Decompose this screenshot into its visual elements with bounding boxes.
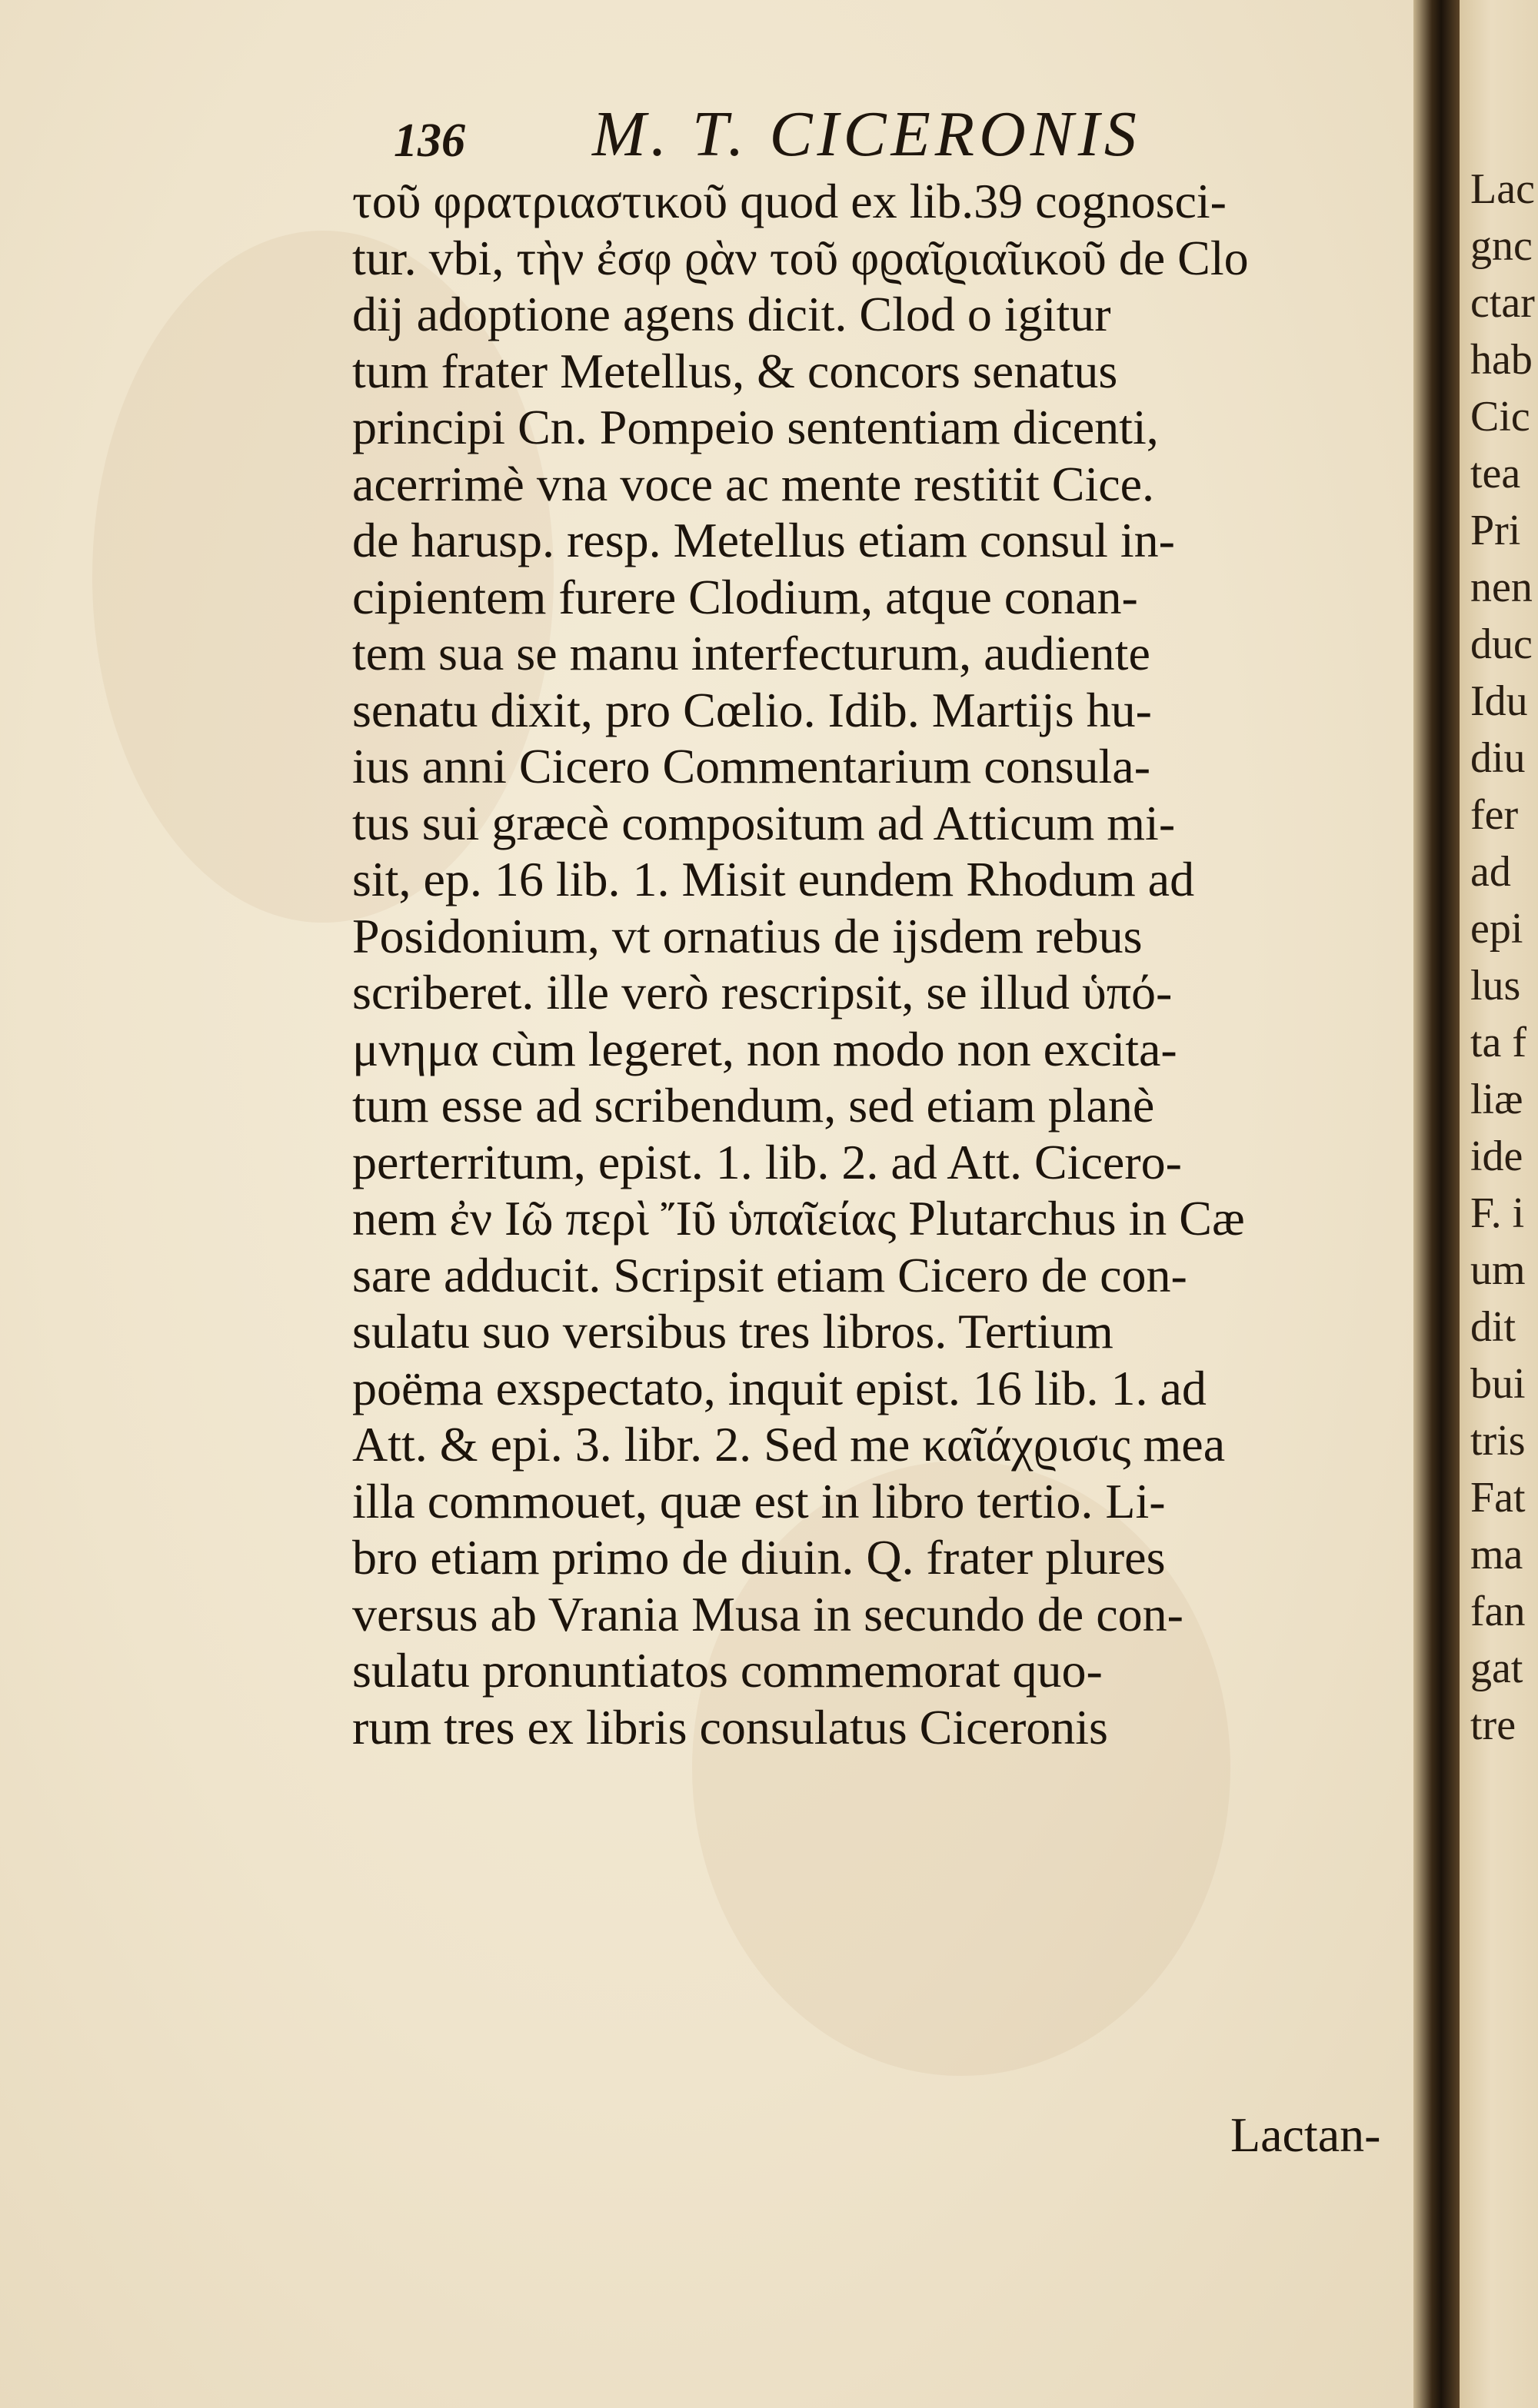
- text-line: Att. & epi. 3. libr. 2. Sed me καῖάχϱισις mea: [352, 1417, 1226, 1472]
- text-line: de harusp. resp. Metellus etiam consul in-: [352, 513, 1175, 567]
- text-line: cipientem furere Clodium, atque conan-: [352, 569, 1138, 624]
- text-line: bro etiam primo de diuin. Q. frater plures: [352, 1530, 1166, 1585]
- text-line: tum esse ad scribendum, sed etiam planè: [352, 1078, 1155, 1132]
- text-line: Posidonium, vt ornatius de ijsdem rebus: [352, 908, 1143, 963]
- facing-page-fragment: ctar: [1470, 279, 1535, 327]
- text-line: illa commouet, quæ est in libro tertio. Li-: [352, 1473, 1166, 1528]
- facing-page-fragment: diu: [1470, 734, 1526, 782]
- facing-page-fragment: gat: [1470, 1645, 1523, 1692]
- running-head: M. T. CICERONIS: [592, 98, 1141, 170]
- facing-page-fragment: hab: [1470, 336, 1533, 384]
- facing-page: [1460, 0, 1538, 2408]
- text-line: acerrimè vna voce ac mente restitit Cice.: [352, 456, 1155, 511]
- facing-page-fragment: F. i: [1470, 1189, 1525, 1237]
- facing-page-fragment: ma: [1470, 1531, 1523, 1578]
- facing-page-fragment: Idu: [1470, 677, 1528, 725]
- facing-page-fragment: Fat: [1470, 1474, 1526, 1522]
- catchword: Lactan-: [1230, 2107, 1381, 2162]
- text-line: sulatu suo versibus tres libros. Tertium: [352, 1304, 1114, 1359]
- text-line: tem sua se manu interfecturum, audiente: [352, 626, 1150, 680]
- text-line: dij adoptione agens dicit. Clod o igitur: [352, 287, 1111, 341]
- text-line: tur. vbi, τὴν ἐσφ ϱὰν τοῦ φϱαῖϱιαῖικοῦ de Clo: [352, 230, 1249, 285]
- facing-page-fragment: ide: [1470, 1132, 1523, 1180]
- facing-page-fragment: ta f: [1470, 1019, 1527, 1066]
- facing-page-fragment: Cic: [1470, 393, 1530, 441]
- facing-page-fragment: Pri: [1470, 507, 1521, 554]
- facing-page-fragment: lus: [1470, 962, 1521, 1009]
- page-number: 136: [394, 115, 465, 167]
- text-line: principi Cn. Pompeio sententiam dicenti,: [352, 400, 1159, 454]
- text-line: scriberet. ille verò rescripsit, se illud ὑπό-: [352, 965, 1173, 1019]
- facing-page-fragment: gnc: [1470, 222, 1533, 270]
- facing-page-fragment: dit: [1470, 1303, 1516, 1351]
- text-line: poëma exspectato, inquit epist. 16 lib. 1. ad: [352, 1360, 1207, 1415]
- facing-page-fragment: tris: [1470, 1417, 1526, 1465]
- text-line: nem ἐν Ιῶ περὶ Ἴῦ ὑπαῖείας Plutarchus in Cæ: [352, 1191, 1245, 1246]
- facing-page-fragment: um: [1470, 1246, 1526, 1294]
- facing-page-fragment: ad: [1470, 848, 1511, 896]
- facing-page-fragment: nen: [1470, 564, 1533, 611]
- facing-page-fragment: Lac: [1470, 165, 1535, 213]
- text-line: perterritum, epist. 1. lib. 2. ad Att. Cicero-: [352, 1134, 1182, 1189]
- text-line: versus ab Vrania Musa in secundo de con-: [352, 1586, 1183, 1641]
- text-line: senatu dixit, pro Cœlio. Idib. Martijs hu-: [352, 682, 1152, 737]
- facing-page-fragment: bui: [1470, 1360, 1526, 1408]
- body-text: [352, 173, 1413, 1755]
- facing-page-fragment: liæ: [1470, 1076, 1523, 1123]
- text-line: rum tres ex libris consulatus Ciceronis: [352, 1699, 1108, 1754]
- facing-page-fragment: tea: [1470, 450, 1521, 497]
- facing-page-fragment: duc: [1470, 620, 1533, 668]
- book-gutter: [1413, 0, 1460, 2408]
- facing-page-fragment: fer: [1470, 791, 1519, 839]
- text-line: sulatu pronuntiatos commemorat quo-: [352, 1643, 1103, 1698]
- text-line: τοῦ φρατριαστικοῦ quod ex lib.39 cognosci-: [352, 174, 1227, 228]
- text-line: ius anni Cicero Commentarium consula-: [352, 739, 1150, 793]
- text-line: tus sui græcè compositum ad Atticum mi-: [352, 795, 1176, 850]
- text-line: sit, ep. 16 lib. 1. Misit eundem Rhodum ad: [352, 852, 1195, 906]
- facing-page-fragment: tre: [1470, 1701, 1516, 1749]
- facing-page-fragment: fan: [1470, 1588, 1526, 1635]
- text-line: sare adducit. Scripsit etiam Cicero de con-: [352, 1247, 1187, 1302]
- text-line: μνημα cùm legeret, non modo non excita-: [352, 1021, 1177, 1076]
- facing-page-fragment: epi: [1470, 905, 1523, 953]
- text-line: tum frater Metellus, & concors senatus: [352, 343, 1118, 398]
